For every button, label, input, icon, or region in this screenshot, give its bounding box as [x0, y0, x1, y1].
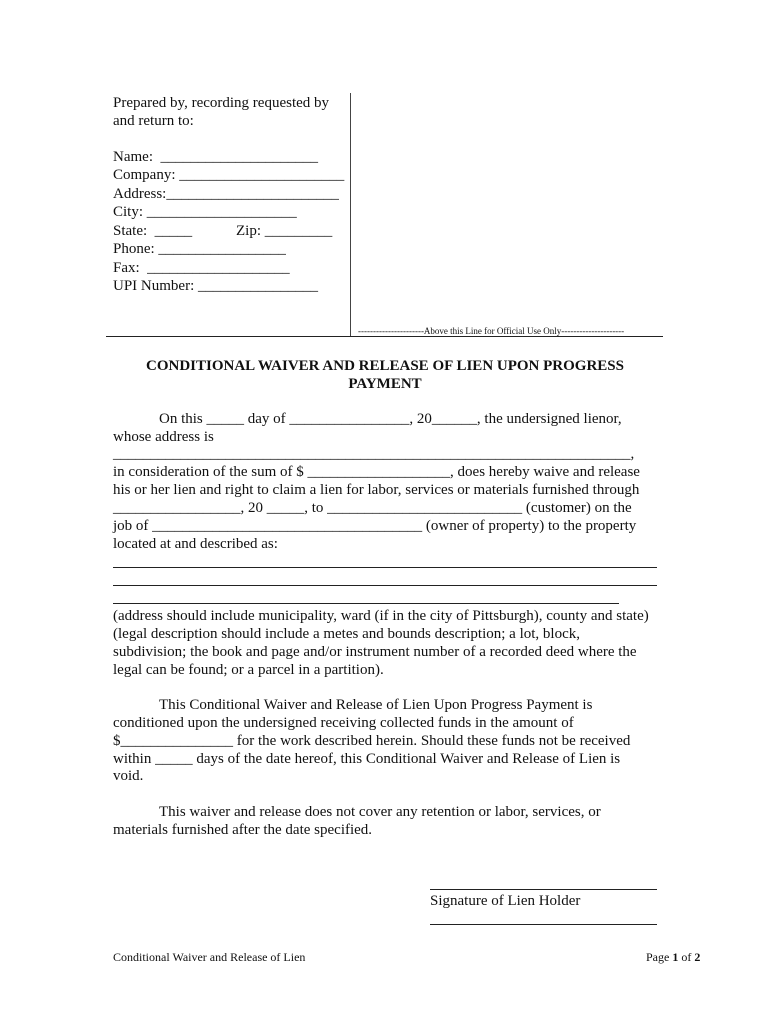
paragraph1-line7: job of ____________________________________ (owner of property) to the property	[113, 518, 637, 534]
paragraph2-line2: conditioned upon the undersigned receiving collected funds in the amount of	[113, 715, 574, 731]
zip-field: Zip: _________	[236, 223, 333, 239]
paragraph2-line1: This Conditional Waiver and Release of Lien Upon Progress Payment is	[159, 697, 593, 713]
address-field: Address:_______________________	[113, 186, 339, 202]
paragraph3-line2: materials furnished after the date specified.	[113, 822, 373, 838]
paragraph1-line3: _____________________________________________________________________,	[113, 446, 635, 462]
address-note-line2: (legal description should include a metes and bounds description; a lot, block,	[113, 626, 580, 642]
paragraph2-line4: within _____ days of the date hereof, this Conditional Waiver and Release of Lien is	[113, 751, 621, 767]
description-blank-line-1	[113, 567, 657, 568]
state-field: State: _____	[113, 223, 193, 239]
prepared-by-line1: Prepared by, recording requested by	[113, 95, 330, 111]
signature-label: Signature of Lien Holder	[430, 893, 581, 909]
official-use-rule	[106, 336, 663, 337]
address-note-line4: legal can be found; or a parcel in a partition).	[113, 662, 384, 678]
paragraph2-line5: void.	[113, 768, 144, 784]
signature-date-line	[430, 924, 657, 925]
company-field: Company: ______________________	[113, 167, 345, 183]
description-blank-line-3	[113, 603, 619, 604]
paragraph1-line4: in consideration of the sum of $ ___________________, does hereby waive and release	[113, 464, 640, 480]
official-use-label: ----------------------Above this Line for Official Use Only---------------------	[358, 326, 625, 336]
page-middle: of	[678, 950, 695, 964]
paragraph1-line1: On this _____ day of ________________, 20______, the undersigned lienor,	[159, 411, 622, 427]
description-blank-line-2	[113, 585, 657, 586]
paragraph1-line5: his or her lien and right to claim a lien for labor, services or materials furnished through	[113, 482, 640, 498]
paragraph1-line2: whose address is	[113, 429, 214, 445]
paragraph1-line6: _________________, 20 _____, to __________________________ (customer) on the	[113, 500, 632, 516]
recording-box-divider	[350, 93, 351, 336]
phone-field: Phone: _________________	[113, 241, 286, 257]
footer-document-name: Conditional Waiver and Release of Lien	[113, 950, 306, 964]
document-title-line2: PAYMENT	[348, 376, 422, 392]
footer-page-number	[646, 950, 700, 964]
page-prefix: Page	[646, 950, 673, 964]
paragraph1-line8: located at and described as:	[113, 536, 278, 552]
signature-line	[430, 889, 657, 890]
city-field: City: ____________________	[113, 204, 297, 220]
page-total: 2	[694, 950, 701, 964]
fax-field: Fax: ___________________	[113, 260, 290, 276]
upi-number-field: UPI Number: ________________	[113, 278, 318, 294]
paragraph2-line3: $_______________ for the work described herein. Should these funds not be received	[113, 733, 631, 749]
document-title-line1: CONDITIONAL WAIVER AND RELEASE OF LIEN UPON PROGRESS	[145, 358, 624, 374]
prepared-by-line2: and return to:	[113, 113, 194, 129]
name-field: Name: _____________________	[113, 149, 318, 165]
page-current: 1	[672, 950, 679, 964]
paragraph3-line1: This waiver and release does not cover any retention or labor, services, or	[159, 804, 601, 820]
address-note-line1: (address should include municipality, ward (if in the city of Pittsburgh), county and state)	[113, 608, 649, 624]
address-note-line3: subdivision; the book and page and/or instrument number of a recorded deed where the	[113, 644, 637, 660]
